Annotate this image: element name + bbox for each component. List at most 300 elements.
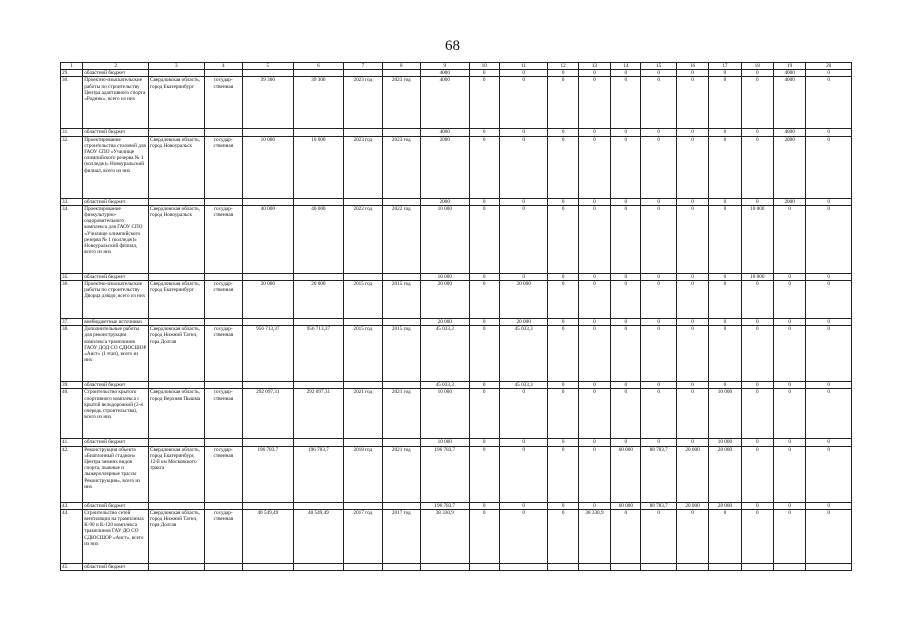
cell-c18: 0 [741,136,773,198]
cell-c10: 0 [469,129,499,136]
cell-c15: 0 [641,509,676,563]
cell-c18: 10 000 [741,273,773,280]
cell-c15: 0 [641,326,676,382]
header-cell: 4 [204,63,242,70]
cell-c20: 0 [806,326,852,382]
cell-c20: 0 [806,389,852,439]
source-row [61,129,852,136]
cell-c14: 0 [611,319,641,326]
cell-no: 38. [61,326,83,382]
cell-c11: 0 [499,205,548,273]
cell-c8 [382,502,420,509]
cell-c6 [293,198,344,205]
cell-c7: 2015 год [344,326,382,382]
cell-c19: 0 [773,281,805,319]
cell-c9: 10 000 [421,439,470,446]
header-cell: 20 [806,63,852,70]
cell-c18: 0 [741,326,773,382]
cell-c20: 0 [806,439,852,446]
header-cell: 1 [61,63,83,70]
cell-c6 [293,273,344,280]
cell-c17: 0 [709,281,741,319]
cell-name: Строительство крытого спортивного комплекса с крытой велодорожкой (2-я очередь строительства), всего из них [83,389,149,439]
cell-c19: 0 [773,326,805,382]
cell-c12: 0 [548,70,578,77]
cell-name: областной бюджет [83,382,149,389]
source-row [61,319,852,326]
cell-name: областной бюджет [83,502,149,509]
cell-c13: 0 [578,70,610,77]
object-row [61,205,852,273]
header-cell: 13 [578,63,610,70]
cell-c18: 0 [741,509,773,563]
cell-c10: 0 [469,446,499,502]
cell-c12: 0 [548,198,578,205]
cell-name: Проектно-изыскательские работы по строительству Дворца дзюдо, всего из них [83,281,149,319]
cell-c18: 0 [741,439,773,446]
cell-place: Свердловская область, город Нижний Тагил, гора Долгая [148,509,204,563]
cell-c9: 45 033,3 [421,382,470,389]
cell-no: 42. [61,446,83,502]
cell-c10: 0 [469,389,499,439]
cell-c19: 4000 [773,77,805,129]
object-row [61,446,852,502]
cell-c15: 88 783,7 [641,446,676,502]
cell-c20: 0 [806,382,852,389]
cell-c10: 0 [469,326,499,382]
header-cell: 6 [293,63,344,70]
cell-c5 [243,70,294,77]
cell-c14: 0 [611,389,641,439]
cell-c5: 292 097,31 [243,389,294,439]
cell-owner [204,198,242,205]
header-cell: 14 [611,63,641,70]
cell-c17: 10 000 [709,389,741,439]
cell-c8 [382,439,420,446]
cell-c16: 0 [676,389,708,439]
cell-owner: государ-ственная [204,509,242,563]
cell-c14: 0 [611,382,641,389]
cell-no: 30. [61,77,83,129]
cell-c17: 0 [709,273,741,280]
cell-c18: 0 [741,389,773,439]
cell-place [148,563,204,570]
cell-no: 35. [61,273,83,280]
cell-c14: 60 000 [611,446,641,502]
cell-c13: 0 [578,77,610,129]
cell-c8 [382,273,420,280]
cell-place: Свердловская область, город Новоуральск [148,136,204,198]
cell-no: 29. [61,70,83,77]
cell-place: Свердловская область, город Екатеринбург [148,281,204,319]
cell-c13: 0 [578,389,610,439]
cell-place [148,382,204,389]
cell-c7: 2018 год [344,446,382,502]
cell-c11: 0 [499,389,548,439]
cell-c17: 0 [709,70,741,77]
cell-c13: 0 [578,136,610,198]
cell-c12: 0 [548,326,578,382]
cell-c11: 0 [499,198,548,205]
cell-c9: 2000 [421,136,470,198]
cell-c15: 0 [641,319,676,326]
header-cell: 3 [148,63,204,70]
source-row [61,382,852,389]
cell-c10: 0 [469,273,499,280]
cell-no: 40. [61,389,83,439]
header-cell: 5 [243,63,294,70]
cell-c5 [243,563,294,570]
cell-c19: 0 [773,273,805,280]
cell-c6 [293,382,344,389]
cell-c16: 0 [676,70,708,77]
header-row [61,63,852,70]
cell-c8: 2021 год [382,446,420,502]
cell-c8: 2023 год [382,136,420,198]
cell-c12: 0 [548,129,578,136]
cell-c19: 2000 [773,198,805,205]
cell-c15: 88 783,7 [641,502,676,509]
cell-c6: 196 783,7 [293,446,344,502]
cell-c14: 0 [611,136,641,198]
cell-c10: 0 [469,319,499,326]
cell-c16: 0 [676,382,708,389]
cell-c9: 4000 [421,129,470,136]
cell-c12 [548,563,578,570]
cell-place [148,70,204,77]
cell-c9: 10 000 [421,205,470,273]
object-row [61,326,852,382]
header-cell: 19 [773,63,805,70]
cell-c12: 0 [548,446,578,502]
cell-c5 [243,319,294,326]
cell-c10: 0 [469,136,499,198]
cell-c13: 0 [578,129,610,136]
cell-c16: 0 [676,281,708,319]
cell-c18: 0 [741,382,773,389]
cell-c8 [382,563,420,570]
cell-c19: 0 [773,502,805,509]
cell-owner: государ-ственная [204,77,242,129]
cell-c10: 0 [469,439,499,446]
cell-name: областной бюджет [83,439,149,446]
cell-c14 [611,563,641,570]
cell-c18: 0 [741,77,773,129]
cell-c11: 0 [499,70,548,77]
cell-c10: 0 [469,77,499,129]
cell-c12: 0 [548,319,578,326]
header-cell: 17 [709,63,741,70]
cell-c20: 0 [806,70,852,77]
cell-c12: 0 [548,136,578,198]
cell-place: Свердловская область, город Нижний Тагил, гора Долгая [148,326,204,382]
cell-c11: 20 000 [499,319,548,326]
cell-c11: 0 [499,77,548,129]
cell-c17: 0 [709,319,741,326]
cell-c9: 10 000 [421,389,470,439]
cell-c13: 0 [578,198,610,205]
cell-c10: 0 [469,70,499,77]
cell-c14: 0 [611,70,641,77]
cell-c8: 2021 год [382,389,420,439]
cell-c16: 20 000 [676,446,708,502]
object-row [61,281,852,319]
cell-c17: 0 [709,198,741,205]
cell-c18: 0 [741,198,773,205]
cell-owner: государ-ственная [204,446,242,502]
cell-c6: 20 000 [293,281,344,319]
object-row [61,509,852,563]
cell-c5: 20 000 [243,281,294,319]
cell-c15: 0 [641,198,676,205]
cell-c15: 0 [641,281,676,319]
cell-c17: 28 000 [709,502,741,509]
cell-c14: 0 [611,509,641,563]
cell-c14: 0 [611,273,641,280]
cell-c10: 0 [469,205,499,273]
cell-c6: 10 000 [293,136,344,198]
cell-no: 39. [61,382,83,389]
cell-place [148,319,204,326]
cell-c14: 60 000 [611,502,641,509]
cell-c12: 0 [548,281,578,319]
cell-owner: государ-ственная [204,281,242,319]
cell-c8: 2015 год [382,326,420,382]
cell-c13: 0 [578,502,610,509]
cell-place: Свердловская область, город Верхняя Пышма [148,389,204,439]
cell-c13: 0 [578,382,610,389]
cell-place: Свердловская область, город Екатеринбург, 12-й км Московского тракта [148,446,204,502]
cell-c8: 2017 год [382,509,420,563]
cell-c7: 2017 год [344,509,382,563]
cell-c9: 45 033,3 [421,326,470,382]
cell-owner [204,273,242,280]
cell-name: Дополнительные работы для реконструкции комплекса трамплинов ГАОУ ДОД СО СДЮСШОР «Аист» (I этап), всего из них [83,326,149,382]
cell-c15: 0 [641,389,676,439]
cell-c15: 0 [641,129,676,136]
cell-c17 [709,563,741,570]
cell-no: 34. [61,205,83,273]
cell-c16: 0 [676,273,708,280]
cell-c8 [382,319,420,326]
cell-no: 33. [61,198,83,205]
cell-c6: 40 549,49 [293,509,344,563]
cell-c9: 4000 [421,70,470,77]
cell-c20: 0 [806,446,852,502]
cell-c13: 0 [578,319,610,326]
cell-c17: 0 [709,382,741,389]
cell-c13: 0 [578,439,610,446]
cell-name: областной бюджет [83,129,149,136]
cell-c11: 0 [499,446,548,502]
header-cell: 9 [421,63,470,70]
cell-name: областной бюджет [83,563,149,570]
cell-c13: 0 [578,205,610,273]
source-row [61,198,852,205]
cell-c5: 196 783,7 [243,446,294,502]
cell-c10: 0 [469,198,499,205]
cell-owner [204,439,242,446]
cell-name: Строительство сетей вентиляции на трамплинах К-90 и К-120 комплекса трамплинов ГАУ ДО СО СДЮСШОР «Аист», всего из них [83,509,149,563]
cell-c18: 0 [741,319,773,326]
cell-c11: 0 [499,439,548,446]
cell-c16: 0 [676,509,708,563]
cell-c11: 45 033,3 [499,326,548,382]
cell-c8: 2015 год [382,281,420,319]
cell-c5: 10 000 [243,136,294,198]
header-cell: 10 [469,63,499,70]
cell-c15: 0 [641,205,676,273]
cell-c9: 20 000 [421,319,470,326]
cell-c18: 0 [741,502,773,509]
cell-owner [204,502,242,509]
cell-c17: 10 000 [709,439,741,446]
cell-c14: 0 [611,198,641,205]
cell-c6 [293,502,344,509]
cell-c20: 0 [806,502,852,509]
cell-place [148,439,204,446]
cell-c20: 0 [806,205,852,273]
cell-c17: 0 [709,77,741,129]
investment-table [60,62,852,571]
cell-c12: 0 [548,439,578,446]
cell-c5: 40 000 [243,205,294,273]
cell-c19: 4000 [773,70,805,77]
header-cell: 15 [641,63,676,70]
source-row [61,439,852,446]
object-row [61,136,852,198]
cell-c19: 0 [773,439,805,446]
cell-c5: 40 549,49 [243,509,294,563]
cell-c16 [676,563,708,570]
cell-c18: 10 000 [741,205,773,273]
cell-c6: 292 097,31 [293,389,344,439]
cell-c10: 0 [469,502,499,509]
cell-c6: 956 713,37 [293,326,344,382]
cell-c9: 2000 [421,198,470,205]
cell-c11: 0 [499,129,548,136]
cell-c5 [243,502,294,509]
cell-c12: 0 [548,382,578,389]
cell-c5 [243,198,294,205]
cell-owner [204,382,242,389]
cell-c7 [344,563,382,570]
cell-c6: 40 000 [293,205,344,273]
cell-c11: 0 [499,273,548,280]
cell-owner: государ-ственная [204,389,242,439]
cell-c20: 0 [806,509,852,563]
cell-c5: 956 713,37 [243,326,294,382]
object-row [61,77,852,129]
cell-c7 [344,502,382,509]
cell-owner [204,129,242,136]
cell-c12: 0 [548,502,578,509]
header-cell: 11 [499,63,548,70]
cell-c8: 2022 год [382,205,420,273]
cell-name: Проектно-изыскательские работы по строительству Центра адаптивного спорта «Родник», всего из них [83,77,149,129]
cell-c7 [344,439,382,446]
cell-c14: 0 [611,439,641,446]
cell-c20: 0 [806,319,852,326]
cell-c13 [578,563,610,570]
cell-c6 [293,439,344,446]
cell-c17: 0 [709,326,741,382]
cell-c13: 0 [578,446,610,502]
cell-c13: 0 [578,326,610,382]
cell-no: 37. [61,319,83,326]
cell-no: 32. [61,136,83,198]
cell-c13: 0 [578,273,610,280]
source-row [61,502,852,509]
cell-c14: 0 [611,77,641,129]
cell-c19: 0 [773,509,805,563]
cell-c12: 0 [548,273,578,280]
cell-c18: 0 [741,70,773,77]
cell-c14: 0 [611,326,641,382]
cell-c14: 0 [611,281,641,319]
cell-c16: 0 [676,319,708,326]
cell-c11: 0 [499,509,548,563]
cell-name: Реконструкция объекта «Биатлонный стадион» Центра зимних видов спорта, лыжные и лыжероллерные трассы Реконструкция», всего из них [83,446,149,502]
cell-name: Проектирование строительства столовой для ГАОУ СПО «Училище олимпийского резерва № 1 (колледж)» Новоуральский филиал, всего из них [83,136,149,198]
source-row [61,273,852,280]
cell-c16: 0 [676,77,708,129]
cell-name: областной бюджет [83,198,149,205]
cell-c10: 0 [469,382,499,389]
cell-c19: 0 [773,382,805,389]
cell-c17: 0 [709,205,741,273]
cell-c18 [741,563,773,570]
cell-c7: 2023 год [344,136,382,198]
object-row [61,389,852,439]
cell-c7 [344,382,382,389]
cell-c7: 2022 год [344,205,382,273]
cell-c20: 0 [806,198,852,205]
cell-c11: 45 033,3 [499,382,548,389]
cell-c8 [382,198,420,205]
cell-owner: государ-ственная [204,136,242,198]
cell-c15: 0 [641,439,676,446]
cell-c7: 2023 год [344,77,382,129]
cell-c6 [293,563,344,570]
cell-c9: 196 783,7 [421,446,470,502]
cell-c7: 2021 год [344,389,382,439]
cell-c12: 0 [548,389,578,439]
cell-c7: 2015 год [344,281,382,319]
header-cell: 7 [344,63,382,70]
cell-no: 41. [61,439,83,446]
cell-c20: 0 [806,281,852,319]
cell-c8 [382,70,420,77]
cell-c6 [293,319,344,326]
cell-c16: 0 [676,205,708,273]
cell-owner [204,563,242,570]
cell-owner [204,319,242,326]
cell-c8: 2023 год [382,77,420,129]
cell-no: 43. [61,502,83,509]
page-number: 68 [445,38,460,54]
cell-c19 [773,563,805,570]
cell-c14: 0 [611,129,641,136]
cell-c8 [382,382,420,389]
cell-c16: 0 [676,439,708,446]
cell-c9: 10 000 [421,273,470,280]
cell-c13: 38 330,9 [578,509,610,563]
cell-no: 45. [61,563,83,570]
cell-c18: 0 [741,281,773,319]
cell-c10: 0 [469,509,499,563]
cell-c6 [293,70,344,77]
